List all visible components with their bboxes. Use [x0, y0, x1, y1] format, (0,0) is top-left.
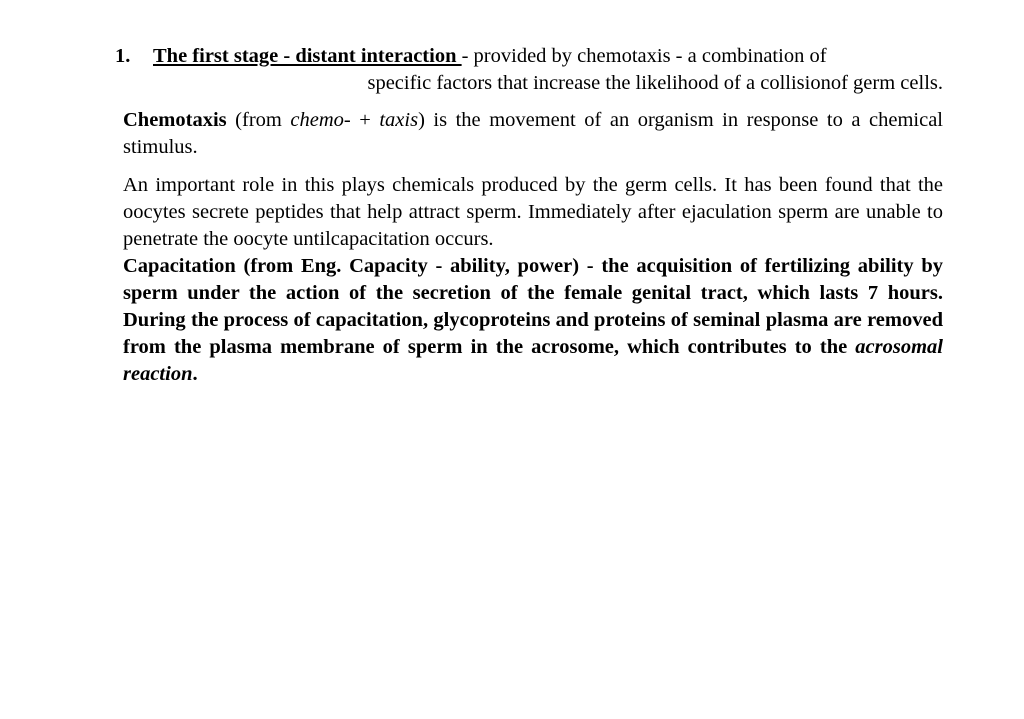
chemotaxis-taxis: taxis: [379, 109, 419, 131]
list-number: 1.: [115, 45, 131, 67]
list-item-first-stage: [115, 43, 943, 97]
chemotaxis-paragraph: [123, 107, 943, 161]
role-paragraph: An important role in this plays chemicals produced by the germ cells. It has been found that the oocytes secrete peptides that help attract sperm. Immediately after ejaculation sperm are unable to penetrate the oocyte untilcapacitation occurs.: [123, 174, 943, 250]
chemotaxis-term: Chemotaxis: [123, 109, 227, 131]
chemotaxis-chemo: chemo-: [290, 109, 351, 131]
chemotaxis-definition: ) is the movement of an organism in response to a chemical stimulus.: [123, 109, 943, 158]
first-stage-line-1: [123, 43, 943, 70]
capacitation-paragraph: [123, 253, 943, 388]
first-stage-heading: The first stage - distant interaction: [153, 45, 462, 67]
first-stage-line-2: specific factors that increase the likelihood of a collisionof germ cells.: [367, 72, 943, 94]
capacitation-end: .: [192, 363, 198, 385]
chemotaxis-plus: +: [350, 109, 380, 131]
acrosomal-reaction-term: acrosomal reaction: [123, 336, 943, 385]
document-page: [115, 43, 943, 399]
first-stage-description: - provided by chemotaxis - a combination of: [461, 45, 827, 67]
chemotaxis-from: (from: [226, 109, 291, 131]
capacitation-text: Capacitation (from Eng. Capacity - ability, power) - the acquisition of fertilizing ability by sperm under the action of the secretion of the female genital tract, which lasts 7 hours. During the process of capacitation, glycoproteins and proteins of seminal plasma are removed from the plasma membrane of sperm in the acrosome, which contributes to the: [123, 255, 943, 358]
